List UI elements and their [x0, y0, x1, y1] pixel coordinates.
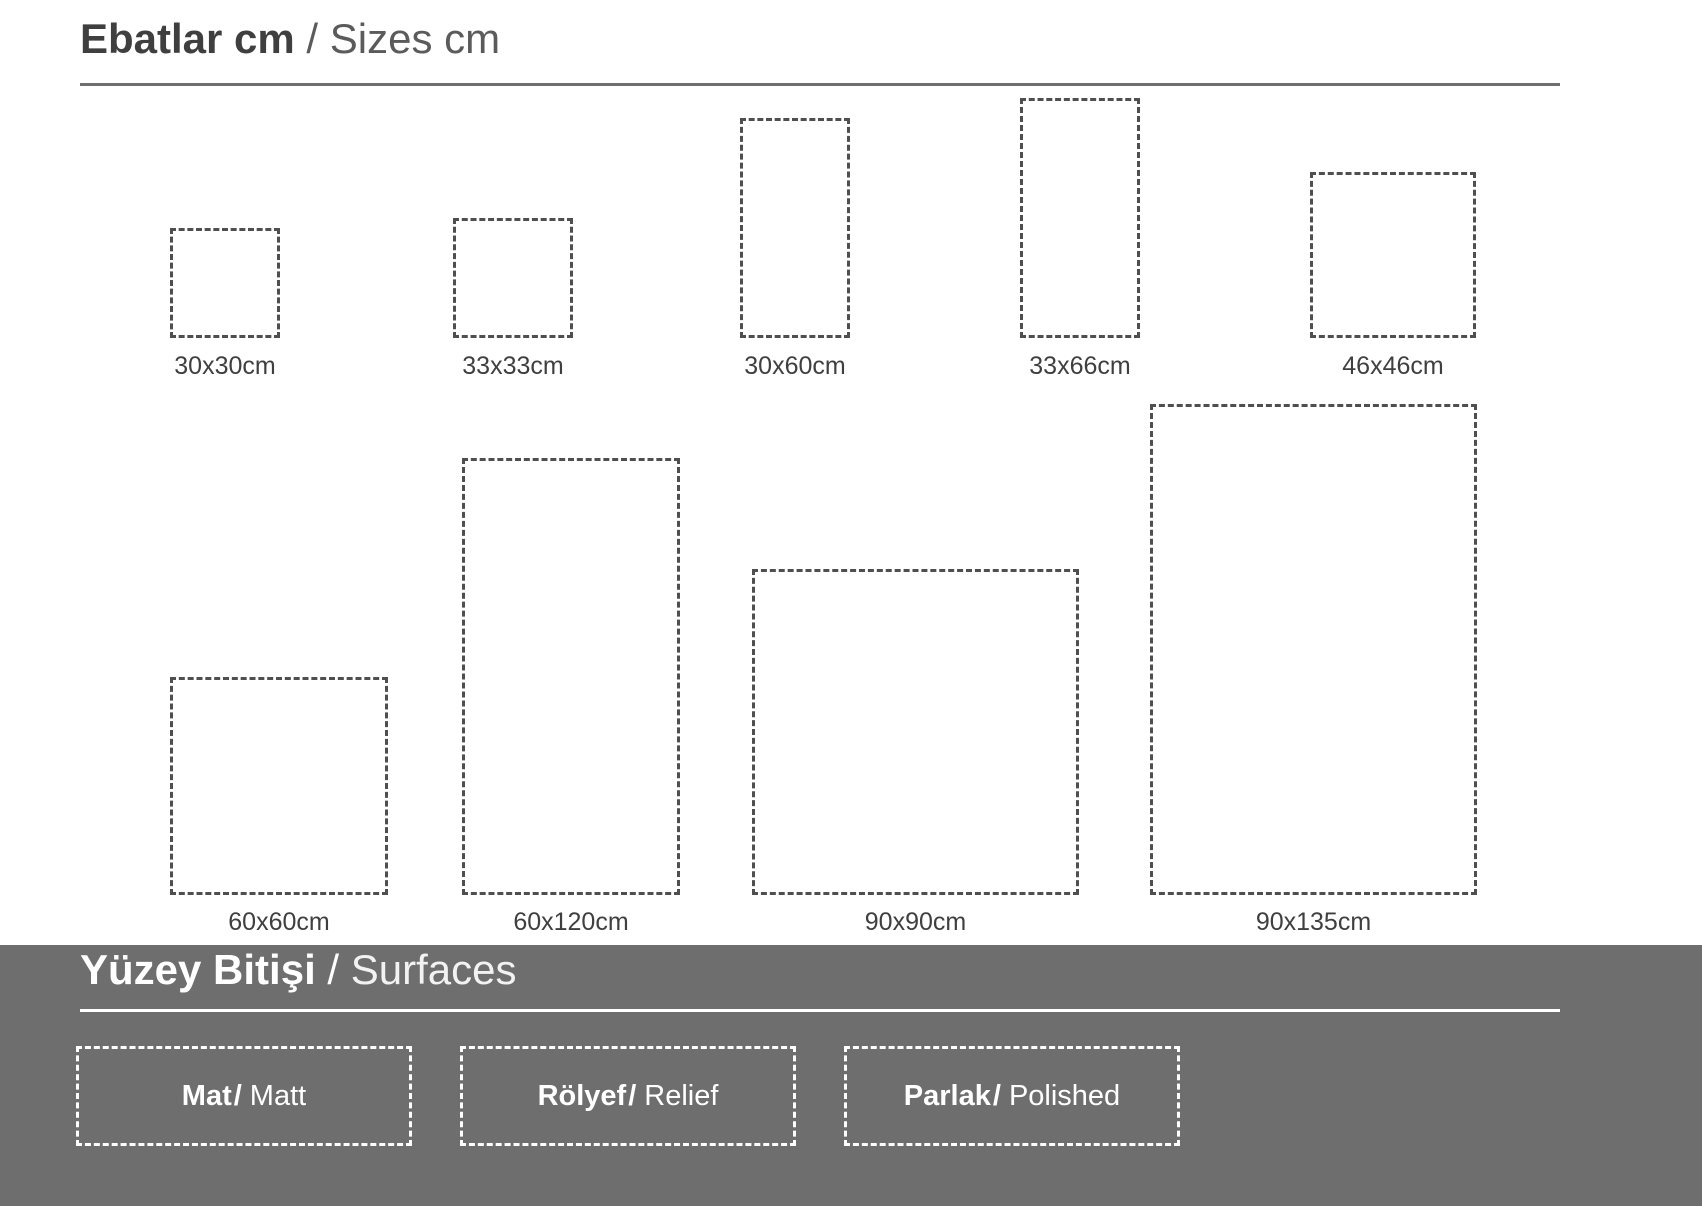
surfaces-divider — [80, 1009, 1560, 1012]
tile-size-label: 90x90cm — [864, 908, 967, 936]
tile-size-label: 33x33cm — [462, 352, 564, 380]
surface-finish-name-tr: Rölyef — [537, 1079, 627, 1112]
tile-outline — [1150, 404, 1477, 895]
tile-size-item — [1150, 0, 1477, 945]
tile-size-label: 60x120cm — [513, 908, 629, 936]
surfaces-title-light: Surfaces — [350, 946, 517, 993]
tile-size-label: 60x60cm — [228, 908, 330, 936]
tile-size-label: 46x46cm — [1342, 352, 1444, 380]
tile-size-item — [462, 0, 680, 945]
surface-finish-name-en: Matt — [249, 1079, 307, 1112]
tile-outline — [170, 677, 388, 895]
surface-finish-separator: / — [233, 1079, 242, 1112]
surface-finish-chip[interactable] — [76, 1046, 412, 1146]
surface-finish-separator: / — [992, 1079, 1001, 1112]
sizes-title-bold: Ebatlar cm — [80, 15, 295, 62]
surfaces-title-bold: Yüzey Bitişi — [80, 946, 316, 993]
surface-finish-name-tr: Parlak — [903, 1079, 991, 1112]
sizes-title-separator: / — [294, 15, 330, 62]
surfaces-section — [0, 945, 1702, 1206]
surfaces-title — [80, 945, 1560, 995]
surface-finish-name-en: Polished — [1008, 1079, 1121, 1112]
surface-finish-chip[interactable] — [460, 1046, 796, 1146]
tile-size-label: 30x60cm — [744, 352, 846, 380]
tile-size-item — [752, 0, 1079, 945]
tile-size-label: 90x135cm — [1255, 908, 1372, 936]
sizes-title-light: Sizes cm — [329, 15, 501, 62]
tile-size-label: 33x66cm — [1029, 352, 1131, 380]
tile-size-label: 30x30cm — [174, 352, 276, 380]
surface-finish-separator: / — [628, 1079, 637, 1112]
surfaces-header — [80, 945, 1560, 995]
surface-finish-chip[interactable] — [844, 1046, 1180, 1146]
tile-size-item — [170, 0, 388, 945]
tile-outline — [752, 569, 1079, 895]
surface-finish-list — [76, 1046, 1180, 1146]
surface-finish-name-tr: Mat — [181, 1079, 232, 1112]
surfaces-title-separator: / — [315, 946, 351, 993]
surface-finish-name-en: Relief — [644, 1079, 719, 1112]
tile-outline — [462, 458, 680, 895]
